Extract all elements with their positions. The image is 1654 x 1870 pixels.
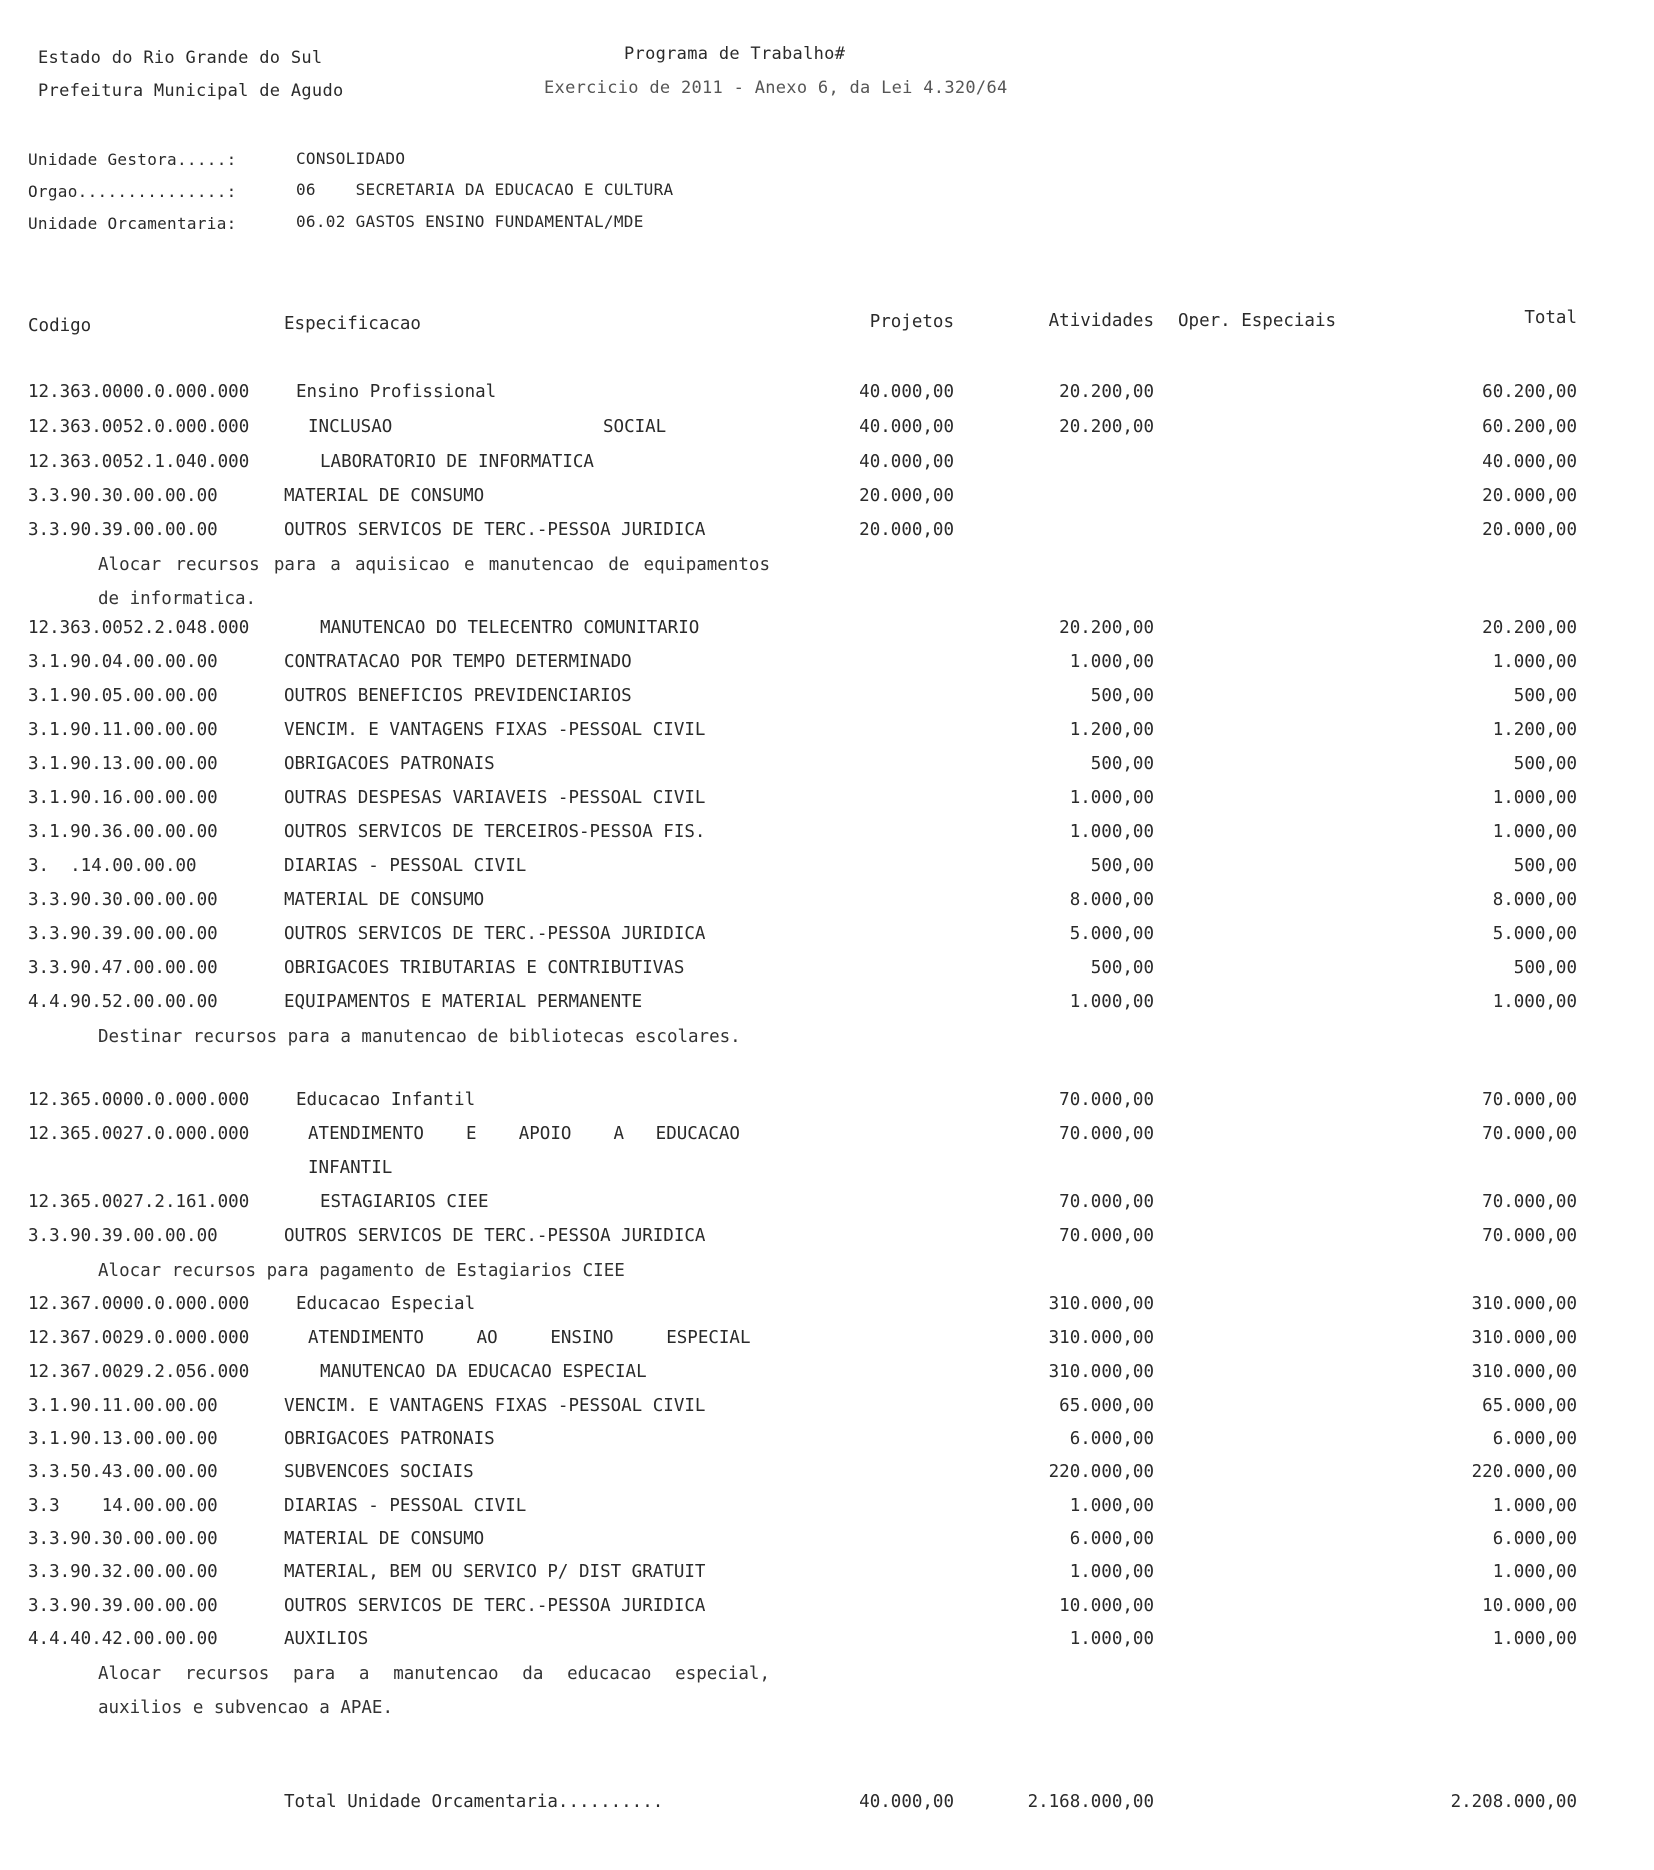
row-spec: OUTRAS DESPESAS VARIAVEIS -PESSOAL CIVIL [284,788,706,808]
row-total: 70.000,00 [1482,1192,1577,1212]
table-row [0,382,1654,416]
row-total: 220.000,00 [1471,1462,1577,1482]
table-row [0,1158,1654,1192]
row-total: 70.000,00 [1482,1090,1577,1110]
row-code: 3.3.90.30.00.00.00 [28,890,218,910]
row-atividades: 1.000,00 [1069,1562,1154,1582]
row-atividades: 310.000,00 [1048,1362,1154,1382]
row-spec: SUBVENCOES SOCIAIS [284,1462,474,1482]
row-atividades: 5.000,00 [1069,924,1154,944]
row-atividades: 6.000,00 [1069,1429,1154,1449]
row-code: 3.1.90.05.00.00.00 [28,686,218,706]
row-total: 5.000,00 [1492,924,1577,944]
row-spec: Ensino Profissional [296,382,497,402]
row-code: 12.367.0029.0.000.000 [28,1328,250,1348]
row-code: 3.3.90.30.00.00.00 [28,1529,218,1549]
exercise-subtitle: Exercicio de 2011 - Anexo 6, da Lei 4.320/64 [544,78,1008,98]
row-spec: Educacao Especial [296,1294,476,1314]
row-code: 3.1.90.16.00.00.00 [28,788,218,808]
table-row [0,1462,1654,1496]
total-atividades: 2.168.000,00 [1027,1792,1154,1812]
row-atividades: 70.000,00 [1059,1226,1154,1246]
row-spec: DIARIAS - PESSOAL CIVIL [284,1496,527,1516]
row-total: 500,00 [1513,754,1577,774]
row-code: 3.1.90.04.00.00.00 [28,652,218,672]
row-total: 65.000,00 [1482,1396,1577,1416]
row-spec: VENCIM. E VANTAGENS FIXAS -PESSOAL CIVIL [284,1396,706,1416]
total-label: Total Unidade Orcamentaria.......... [284,1792,664,1812]
row-spec: OUTROS SERVICOS DE TERC.-PESSOA JURIDICA [284,1226,706,1246]
row-total: 1.000,00 [1492,822,1577,842]
total-projetos: 40.000,00 [859,1792,954,1812]
column-especificacao: Especificacao [284,314,421,334]
unidade-gestora-label: Unidade Gestora.....: [28,150,237,169]
row-code: 12.363.0000.0.000.000 [28,382,250,402]
row-spec: MANUTENCAO DA EDUCACAO ESPECIAL [320,1362,647,1382]
row-spec: Educacao Infantil [296,1090,476,1110]
row-atividades: 8.000,00 [1069,890,1154,910]
row-atividades: 10.000,00 [1059,1596,1154,1616]
row-code: 3.3.90.39.00.00.00 [28,1596,218,1616]
row-projetos: 40.000,00 [859,382,954,402]
row-code: 3.1.90.11.00.00.00 [28,1396,218,1416]
row-spec: OUTROS SERVICOS DE TERCEIROS-PESSOA FIS. [284,822,706,842]
table-row [0,1294,1654,1328]
row-spec: MATERIAL, BEM OU SERVICO P/ DIST GRATUIT [284,1562,706,1582]
table-row [0,1090,1654,1124]
state-name: Estado do Rio Grande do Sul [38,48,323,68]
row-total: 6.000,00 [1492,1429,1577,1449]
row-total: 310.000,00 [1471,1294,1577,1314]
unidade-orcamentaria-label: Unidade Orcamentaria: [28,214,237,233]
row-atividades: 500,00 [1090,754,1154,774]
row-atividades: 310.000,00 [1048,1328,1154,1348]
row-spec: VENCIM. E VANTAGENS FIXAS -PESSOAL CIVIL [284,720,706,740]
row-spec: OUTROS SERVICOS DE TERC.-PESSOA JURIDICA [284,1596,706,1616]
row-atividades: 20.200,00 [1059,417,1154,437]
row-spec: AUXILIOS [284,1629,369,1649]
table-row [0,1429,1654,1463]
row-code: 12.367.0029.2.056.000 [28,1362,250,1382]
table-row [0,1596,1654,1630]
row-spec: CONTRATACAO POR TEMPO DETERMINADO [284,652,632,672]
row-code: 3.3.90.32.00.00.00 [28,1562,218,1582]
row-total: 10.000,00 [1482,1596,1577,1616]
table-row [0,1192,1654,1226]
row-code: 3.1.90.13.00.00.00 [28,1429,218,1449]
row-spec: ESTAGIARIOS CIEE [320,1192,489,1212]
row-atividades: 70.000,00 [1059,1124,1154,1144]
row-total: 8.000,00 [1492,890,1577,910]
row-spec: OBRIGACOES PATRONAIS [284,754,495,774]
row-spec: OUTROS BENEFICIOS PREVIDENCIARIOS [284,686,632,706]
total-geral: 2.208.000,00 [1450,1792,1577,1812]
table-row [0,1124,1654,1158]
table-row [0,822,1654,856]
row-code: 4.4.40.42.00.00.00 [28,1629,218,1649]
row-spec: LABORATORIO DE INFORMATICA [320,452,594,472]
column-codigo: Codigo [28,316,92,336]
row-code: 3.1.90.13.00.00.00 [28,754,218,774]
column-header-row [0,308,1654,346]
row-atividades: 1.000,00 [1069,822,1154,842]
row-spec: OUTROS SERVICOS DE TERC.-PESSOA JURIDICA [284,924,706,944]
description-note: Alocar recursos para a manutencao da educacao especial, auxilios e subvencao a APAE. [98,1664,770,1718]
table-row [0,1362,1654,1396]
table-row [0,1529,1654,1563]
table-row [0,452,1654,486]
row-spec: MATERIAL DE CONSUMO [284,486,485,506]
row-atividades: 1.000,00 [1069,1496,1154,1516]
table-row [0,720,1654,754]
row-code: 3.1.90.36.00.00.00 [28,822,218,842]
row-atividades: 500,00 [1090,686,1154,706]
description-note: Destinar recursos para a manutencao de bibliotecas escolares. [98,1027,741,1047]
row-code: 12.363.0052.1.040.000 [28,452,250,472]
row-total: 60.200,00 [1482,417,1577,437]
table-row [0,924,1654,958]
row-spec: OBRIGACOES TRIBUTARIAS E CONTRIBUTIVAS [284,958,685,978]
row-projetos: 40.000,00 [859,417,954,437]
row-code: 3.1.90.11.00.00.00 [28,720,218,740]
row-projetos: 40.000,00 [859,452,954,472]
row-atividades: 310.000,00 [1048,1294,1154,1314]
row-code: 12.365.0000.0.000.000 [28,1090,250,1110]
unidade-gestora-value: CONSOLIDADO [296,149,406,168]
row-atividades: 1.000,00 [1069,652,1154,672]
unidade-orcamentaria-value: 06.02 GASTOS ENSINO FUNDAMENTAL/MDE [296,212,644,231]
row-code: 12.363.0052.0.000.000 [28,417,250,437]
description-note: Alocar recursos para pagamento de Estagiarios CIEE [98,1261,625,1281]
row-total: 500,00 [1513,958,1577,978]
table-row [0,1496,1654,1530]
row-total: 1.000,00 [1492,1496,1577,1516]
row-atividades: 1.000,00 [1069,992,1154,1012]
row-code: 12.365.0027.2.161.000 [28,1192,250,1212]
row-total: 310.000,00 [1471,1362,1577,1382]
table-row [0,686,1654,720]
row-atividades: 500,00 [1090,856,1154,876]
table-row [0,754,1654,788]
description-note: Alocar recursos para a aquisicao e manutencao de equipamentos de informatica. [98,555,770,609]
row-code: 3. .14.00.00.00 [28,856,197,876]
row-total: 1.000,00 [1492,652,1577,672]
row-spec: ATENDIMENTO AO ENSINO ESPECIAL [308,1328,751,1348]
row-code: 3.3.90.39.00.00.00 [28,520,218,540]
row-total: 1.000,00 [1492,788,1577,808]
row-total: 1.000,00 [1492,1562,1577,1582]
row-code: 3.3.90.39.00.00.00 [28,924,218,944]
row-atividades: 1.000,00 [1069,788,1154,808]
row-spec: OBRIGACOES PATRONAIS [284,1429,495,1449]
table-row [0,618,1654,652]
row-spec: OUTROS SERVICOS DE TERC.-PESSOA JURIDICA [284,520,706,540]
row-code: 3.3.90.30.00.00.00 [28,486,218,506]
column-atividades: Atividades [1048,311,1154,331]
table-row [0,486,1654,520]
row-projetos: 20.000,00 [859,520,954,540]
row-total: 1.000,00 [1492,1629,1577,1649]
row-atividades: 1.000,00 [1069,1629,1154,1649]
orgao-value: 06 SECRETARIA DA EDUCACAO E CULTURA [296,180,674,199]
column-projetos: Projetos [869,312,954,332]
row-code: 4.4.90.52.00.00.00 [28,992,218,1012]
row-total: 70.000,00 [1482,1226,1577,1246]
table-row [0,652,1654,686]
row-total: 20.200,00 [1482,618,1577,638]
column-total: Total [1524,308,1577,328]
row-total: 500,00 [1513,686,1577,706]
row-total: 40.000,00 [1482,452,1577,472]
table-row [0,958,1654,992]
table-row [0,890,1654,924]
row-spec: INCLUSAO SOCIAL [308,417,667,437]
row-spec: EQUIPAMENTOS E MATERIAL PERMANENTE [284,992,643,1012]
row-atividades: 220.000,00 [1048,1462,1154,1482]
row-code: 3.3.50.43.00.00.00 [28,1462,218,1482]
row-atividades: 65.000,00 [1059,1396,1154,1416]
row-atividades: 70.000,00 [1059,1192,1154,1212]
row-total: 70.000,00 [1482,1124,1577,1144]
row-atividades: 20.200,00 [1059,382,1154,402]
table-row [0,1396,1654,1430]
row-spec: MATERIAL DE CONSUMO [284,1529,485,1549]
row-code: 12.363.0052.2.048.000 [28,618,250,638]
row-atividades: 6.000,00 [1069,1529,1154,1549]
row-total: 310.000,00 [1471,1328,1577,1348]
row-spec: DIARIAS - PESSOAL CIVIL [284,856,527,876]
program-title: Programa de Trabalho# [624,44,846,64]
table-row [0,417,1654,451]
row-atividades: 70.000,00 [1059,1090,1154,1110]
city-hall-name: Prefeitura Municipal de Agudo [38,81,344,101]
row-atividades: 1.200,00 [1069,720,1154,740]
row-atividades: 500,00 [1090,958,1154,978]
row-total: 20.000,00 [1482,486,1577,506]
row-atividades: 20.200,00 [1059,618,1154,638]
row-code: 3.3.90.47.00.00.00 [28,958,218,978]
orgao-label: Orgao...............: [28,182,237,201]
row-total: 6.000,00 [1492,1529,1577,1549]
column-oper-especiais: Oper. Especiais [1178,311,1337,331]
table-row [0,788,1654,822]
row-total: 500,00 [1513,856,1577,876]
row-code: 3.3.90.39.00.00.00 [28,1226,218,1246]
row-spec: MANUTENCAO DO TELECENTRO COMUNITARIO [320,618,700,638]
table-row [0,856,1654,890]
table-row [0,1562,1654,1596]
row-total: 1.200,00 [1492,720,1577,740]
row-code: 3.3 14.00.00.00 [28,1496,218,1516]
row-total: 60.200,00 [1482,382,1577,402]
row-code: 12.365.0027.0.000.000 [28,1124,250,1144]
row-spec: INFANTIL [308,1158,393,1178]
row-spec: ATENDIMENTO E APOIO A EDUCACAO [308,1124,740,1144]
row-total: 20.000,00 [1482,520,1577,540]
row-spec: MATERIAL DE CONSUMO [284,890,485,910]
row-projetos: 20.000,00 [859,486,954,506]
row-code: 12.367.0000.0.000.000 [28,1294,250,1314]
row-total: 1.000,00 [1492,992,1577,1012]
table-row [0,1328,1654,1362]
